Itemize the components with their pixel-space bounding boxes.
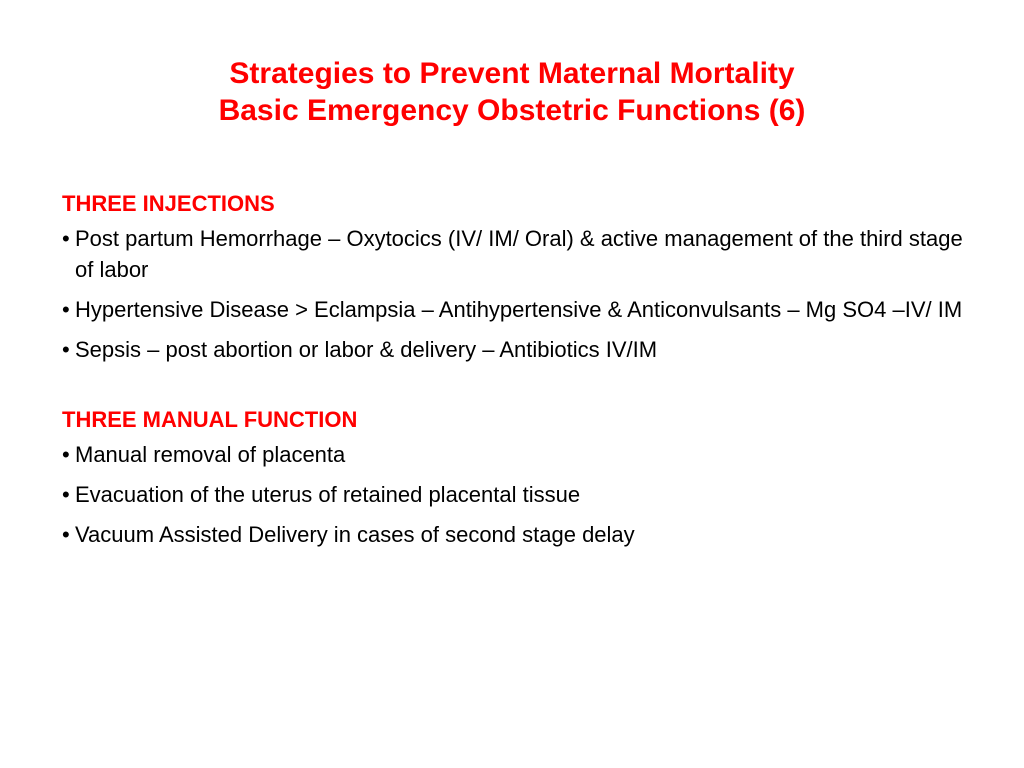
bullet-text: Hypertensive Disease > Eclampsia – Antihypertensive & Anticonvulsants – Mg SO4 –IV/ IM: [75, 297, 963, 322]
bullet-text: Evacuation of the uterus of retained placental tissue: [75, 482, 581, 507]
section-injections: [62, 189, 972, 365]
bullet-text: Sepsis – post abortion or labor & delivery – Antibiotics IV/IM: [75, 337, 658, 362]
bullet-icon: •: [62, 482, 70, 507]
bullet-icon: •: [62, 522, 70, 547]
bullet-item: [62, 223, 972, 285]
slide-body: [62, 189, 972, 550]
bullet-list: [62, 439, 972, 550]
bullet-icon: •: [62, 297, 70, 322]
bullet-icon: •: [62, 226, 70, 251]
bullet-text: Vacuum Assisted Delivery in cases of second stage delay: [75, 522, 635, 547]
bullet-list: [62, 223, 972, 365]
bullet-icon: •: [62, 442, 70, 467]
section-heading: THREE MANUAL FUNCTION: [62, 407, 358, 432]
bullet-item: [62, 294, 972, 325]
bullet-text: Post partum Hemorrhage – Oxytocics (IV/ IM/ Oral) & active management of the third stage of labor: [75, 226, 963, 282]
title-line-2: Basic Emergency Obstetric Functions (6): [218, 94, 806, 127]
bullet-item: [62, 479, 972, 510]
bullet-item: [62, 439, 972, 470]
bullet-item: [62, 519, 972, 550]
section-heading: THREE INJECTIONS: [62, 191, 275, 216]
section-manual-functions: [62, 405, 972, 550]
bullet-text: Manual removal of placenta: [75, 442, 346, 467]
bullet-item: [62, 334, 972, 365]
title-line-1: Strategies to Prevent Maternal Mortality: [229, 57, 795, 90]
slide-title: [0, 55, 1024, 129]
bullet-icon: •: [62, 337, 70, 362]
section-spacer: [62, 365, 972, 405]
